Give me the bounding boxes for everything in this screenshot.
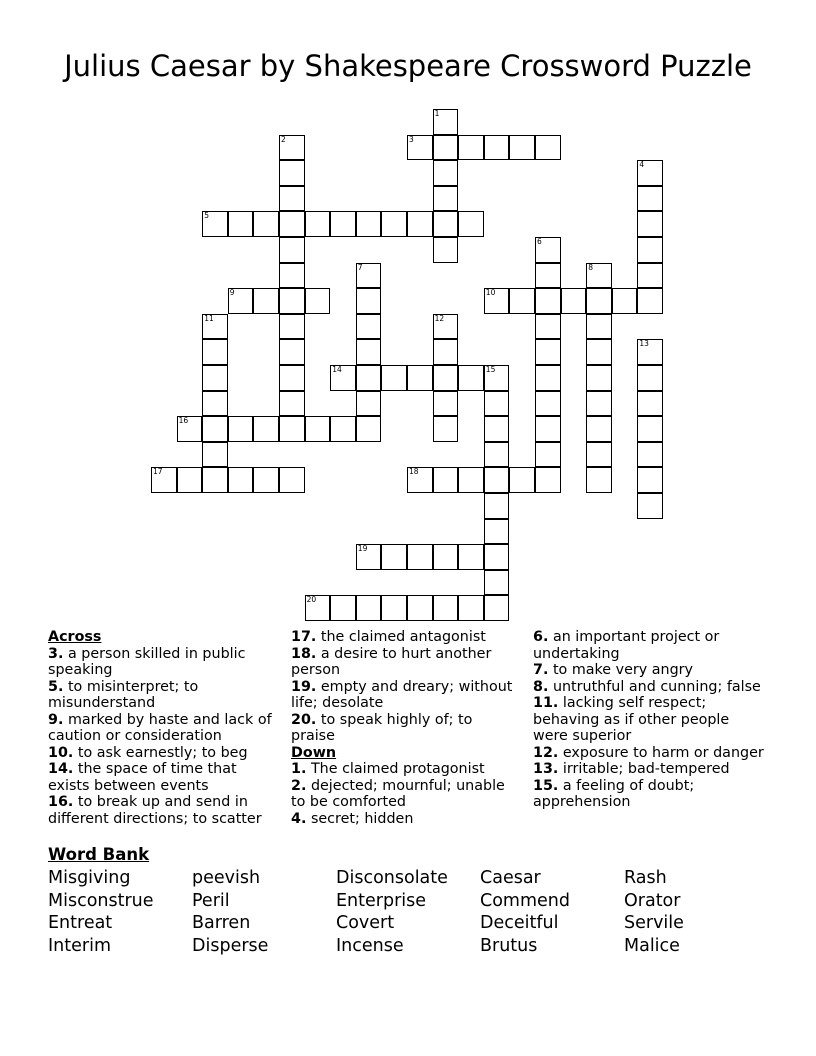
grid-cell[interactable] <box>279 339 305 365</box>
grid-cell[interactable] <box>407 211 433 237</box>
clue-text: The claimed protagonist <box>310 761 485 777</box>
word-bank-word: Commend <box>480 890 570 911</box>
grid-cell[interactable] <box>637 237 663 263</box>
clue-number: 15 <box>485 365 496 374</box>
clue-number: 7 <box>357 262 363 272</box>
clue <box>291 629 519 646</box>
grid-cell[interactable] <box>637 211 663 237</box>
grid-cell[interactable] <box>535 288 561 314</box>
grid-cell[interactable] <box>586 391 612 417</box>
clue-number-label: 13. <box>533 761 559 777</box>
grid-cell[interactable] <box>586 467 612 493</box>
grid-cell[interactable] <box>356 416 382 442</box>
clue-number: 1 <box>434 109 440 118</box>
grid-cell[interactable] <box>637 263 663 289</box>
grid-cell[interactable] <box>586 416 612 442</box>
clue-text: to misinterpret; to misunderstand <box>48 678 199 711</box>
clue-number-label: 5. <box>48 678 64 695</box>
grid-cell[interactable] <box>458 135 484 161</box>
clue-number-label: 3. <box>48 645 64 662</box>
grid-cell[interactable] <box>356 595 382 621</box>
clue-number-label: 18. <box>291 645 317 662</box>
grid-cell[interactable] <box>381 211 407 237</box>
grid-cell[interactable] <box>433 160 459 186</box>
clue-text: to speak highly of; to praise <box>291 711 473 744</box>
grid-cell[interactable] <box>356 211 382 237</box>
clue <box>291 712 519 745</box>
grid-cell[interactable] <box>356 391 382 417</box>
grid-cell[interactable] <box>279 314 305 340</box>
grid-cell[interactable] <box>407 544 433 570</box>
clue <box>291 646 519 679</box>
grid-cell[interactable] <box>433 237 459 263</box>
grid-cell[interactable] <box>612 288 638 314</box>
grid-cell[interactable] <box>637 467 663 493</box>
grid-cell[interactable] <box>433 391 459 417</box>
word-bank-word: Malice <box>624 936 680 957</box>
across-heading: Across <box>48 629 102 645</box>
word-bank-word: Servile <box>624 913 684 934</box>
grid-cell[interactable] <box>202 365 228 391</box>
clue-number: 18 <box>409 467 419 477</box>
clue <box>291 679 519 712</box>
word-bank-word: Rash <box>624 868 667 888</box>
word-bank-word: Interim <box>48 936 111 957</box>
grid-cell[interactable] <box>202 416 228 442</box>
page-title: Julius Caesar by Shakespeare Crossword Puzzle <box>64 49 752 83</box>
clue <box>291 778 519 811</box>
clue <box>533 761 767 778</box>
clue-number: 17 <box>153 467 163 477</box>
clues-column-1 <box>48 629 274 827</box>
clue-text: lacking self respect; behaving as if other people were superior <box>533 695 730 744</box>
clue-number: 3 <box>409 134 414 144</box>
clue-number-label: 16. <box>48 794 74 810</box>
grid-cell[interactable] <box>484 135 510 161</box>
clue <box>291 761 519 778</box>
word-bank-column <box>624 867 684 958</box>
grid-cell[interactable] <box>637 416 663 442</box>
clue-text: irritable; bad-tempered <box>562 761 730 777</box>
grid-cell[interactable] <box>433 186 459 212</box>
clue <box>48 679 274 712</box>
clue-number-label: 12. <box>533 744 559 761</box>
clue-number: 4 <box>639 160 645 170</box>
clue-text: to ask earnestly; to beg <box>77 744 248 761</box>
grid-cell[interactable] <box>637 186 663 212</box>
clue-number-label: 9. <box>48 711 64 728</box>
grid-cell[interactable] <box>356 288 382 314</box>
grid-cell[interactable] <box>228 467 254 493</box>
clue <box>291 811 519 828</box>
word-bank-word: Misgiving <box>48 868 131 888</box>
grid-cell[interactable] <box>586 288 612 314</box>
clue-number: 9 <box>229 288 235 298</box>
down-heading: Down <box>291 744 337 761</box>
grid-cell[interactable] <box>458 211 484 237</box>
grid-cell[interactable] <box>279 160 305 186</box>
grid-cell[interactable] <box>228 416 254 442</box>
grid-cell[interactable] <box>305 211 331 237</box>
grid-cell[interactable] <box>637 288 663 314</box>
grid-cell[interactable] <box>279 467 305 493</box>
grid-cell[interactable] <box>535 416 561 442</box>
grid-cell[interactable] <box>433 544 459 570</box>
word-bank-column <box>192 867 268 958</box>
grid-cell[interactable] <box>637 391 663 417</box>
grid-cell[interactable] <box>484 416 510 442</box>
grid-cell[interactable] <box>535 135 561 161</box>
grid-cell[interactable] <box>484 467 510 493</box>
grid-cell[interactable] <box>253 288 279 314</box>
grid-cell[interactable] <box>484 570 510 596</box>
clue-text: untruthful and cunning; false <box>552 678 761 695</box>
grid-cell[interactable] <box>509 467 535 493</box>
grid-cell[interactable] <box>535 365 561 391</box>
grid-cell[interactable] <box>202 339 228 365</box>
grid-cell[interactable] <box>305 416 331 442</box>
grid-cell[interactable] <box>279 237 305 263</box>
word-bank-word: Enterprise <box>336 890 427 911</box>
clue-number-label: 17. <box>291 629 317 645</box>
clue-number-label: 4. <box>291 810 307 827</box>
grid-cell[interactable] <box>535 442 561 468</box>
grid-cell[interactable] <box>279 186 305 212</box>
grid-cell[interactable] <box>586 314 612 340</box>
grid-cell[interactable] <box>484 544 510 570</box>
clue-text: secret; hidden <box>310 810 414 827</box>
clue-number: 19 <box>357 544 368 554</box>
grid-cell[interactable] <box>177 467 203 493</box>
clue-text: dejected; mournful; unable to be comforted <box>291 777 505 810</box>
clue-number: 2 <box>281 134 286 144</box>
grid-cell[interactable] <box>458 467 484 493</box>
grid-cell[interactable] <box>586 442 612 468</box>
grid-cell[interactable] <box>586 339 612 365</box>
grid-cell[interactable] <box>433 339 459 365</box>
clue-number: 5 <box>204 211 209 221</box>
grid-cell[interactable] <box>330 211 356 237</box>
word-bank-column <box>336 867 448 958</box>
grid-cell[interactable] <box>586 365 612 391</box>
clue-text: to make very angry <box>552 662 694 678</box>
clue-text: the claimed antagonist <box>320 629 486 645</box>
grid-cell[interactable] <box>330 595 356 621</box>
clue-number-label: 8. <box>533 678 549 695</box>
grid-cell[interactable] <box>356 314 382 340</box>
clue-text: to break up and send in different directions; to scatter <box>48 794 262 827</box>
clue <box>533 629 767 662</box>
word-bank-column <box>480 867 570 958</box>
clue <box>533 662 767 679</box>
word-bank-word: Disconsolate <box>336 868 448 888</box>
clue-text: empty and dreary; without life; desolate <box>291 678 513 711</box>
clue <box>48 794 274 827</box>
grid-cell[interactable] <box>458 365 484 391</box>
grid-cell[interactable] <box>433 467 459 493</box>
grid-cell[interactable] <box>381 544 407 570</box>
grid-cell[interactable] <box>637 493 663 519</box>
grid-cell[interactable] <box>484 493 510 519</box>
grid-cell[interactable] <box>356 339 382 365</box>
grid-cell[interactable] <box>433 135 459 161</box>
grid-cell[interactable] <box>279 263 305 289</box>
word-bank-word: Peril <box>192 890 230 911</box>
grid-cell[interactable] <box>253 211 279 237</box>
clues-column-3 <box>533 629 767 811</box>
clue-text: exposure to harm or danger <box>562 744 764 761</box>
clue <box>48 761 274 794</box>
clue <box>48 646 274 679</box>
word-bank-word: Barren <box>192 913 251 934</box>
clue-number: 16 <box>178 416 189 426</box>
clue <box>533 778 767 811</box>
grid-cell[interactable] <box>433 211 459 237</box>
clue-number-label: 20. <box>291 711 317 728</box>
clue <box>48 712 274 745</box>
clue-text: the space of time that exists between events <box>48 761 237 794</box>
grid-cell[interactable] <box>330 416 356 442</box>
grid-cell[interactable] <box>407 365 433 391</box>
grid-cell[interactable] <box>535 391 561 417</box>
clue-text: a feeling of doubt; apprehension <box>533 777 695 810</box>
grid-cell[interactable] <box>279 288 305 314</box>
clue-number: 11 <box>204 313 214 323</box>
grid-cell[interactable] <box>279 416 305 442</box>
grid-cell[interactable] <box>484 595 510 621</box>
clues-column-2 <box>291 629 519 827</box>
grid-cell[interactable] <box>535 339 561 365</box>
clue-text: marked by haste and lack of caution or consideration <box>48 711 272 744</box>
clue-text: a desire to hurt another person <box>291 645 492 678</box>
clue-text: an important project or undertaking <box>533 629 720 662</box>
grid-cell[interactable] <box>279 365 305 391</box>
word-bank-title: Word Bank <box>48 845 150 864</box>
grid-cell[interactable] <box>637 442 663 468</box>
clue <box>533 745 767 762</box>
grid-cell[interactable] <box>484 391 510 417</box>
clue-number-label: 1. <box>291 761 307 777</box>
word-bank-word: Brutus <box>480 936 538 957</box>
clue-number: 14 <box>332 365 342 374</box>
clue-number: 20 <box>306 595 317 605</box>
clue-number-label: 15. <box>533 777 559 794</box>
word-bank-column <box>48 867 154 958</box>
word-bank-word: Orator <box>624 890 681 911</box>
word-bank-word: Deceitful <box>480 913 559 934</box>
word-bank-word: Misconstrue <box>48 890 154 911</box>
grid-cell[interactable] <box>484 442 510 468</box>
clue-number-label: 10. <box>48 744 74 761</box>
grid-cell[interactable] <box>561 288 587 314</box>
grid-cell[interactable] <box>509 288 535 314</box>
grid-cell[interactable] <box>305 288 331 314</box>
word-bank-word: Caesar <box>480 868 541 888</box>
grid-cell[interactable] <box>279 391 305 417</box>
clue-number: 12 <box>434 313 445 323</box>
grid-cell[interactable] <box>228 211 254 237</box>
grid-cell[interactable] <box>458 544 484 570</box>
word-bank-word: Disperse <box>192 936 269 957</box>
word-bank-word: Entreat <box>48 913 113 934</box>
grid-cell[interactable] <box>356 365 382 391</box>
clue-number: 6 <box>537 237 542 246</box>
clue-number-label: 14. <box>48 761 74 777</box>
grid-cell[interactable] <box>433 365 459 391</box>
grid-cell[interactable] <box>484 519 510 545</box>
grid-cell[interactable] <box>433 595 459 621</box>
clue-text: a person skilled in public speaking <box>48 645 246 678</box>
grid-cell[interactable] <box>637 365 663 391</box>
grid-cell[interactable] <box>407 595 433 621</box>
grid-cell[interactable] <box>535 263 561 289</box>
grid-cell[interactable] <box>202 391 228 417</box>
grid-cell[interactable] <box>202 442 228 468</box>
clue-number: 13 <box>639 339 649 349</box>
clue-number-label: 2. <box>291 777 307 794</box>
clue-number-label: 19. <box>291 678 317 695</box>
grid-cell[interactable] <box>253 416 279 442</box>
grid-cell[interactable] <box>458 595 484 621</box>
grid-cell[interactable] <box>433 416 459 442</box>
grid-cell[interactable] <box>381 595 407 621</box>
grid-cell[interactable] <box>279 211 305 237</box>
word-bank-word: Covert <box>336 913 395 934</box>
grid-cell[interactable] <box>381 365 407 391</box>
clue-number-label: 11. <box>533 695 559 711</box>
clue-number: 8 <box>588 262 593 272</box>
clue-number: 10 <box>485 288 496 298</box>
grid-cell[interactable] <box>509 135 535 161</box>
clue <box>533 695 767 745</box>
clue <box>533 679 767 696</box>
grid-cell[interactable] <box>253 467 279 493</box>
clue <box>48 745 274 762</box>
word-bank-word: Incense <box>336 936 404 957</box>
grid-cell[interactable] <box>535 314 561 340</box>
clue-number-label: 7. <box>533 662 549 678</box>
word-bank-word: peevish <box>192 868 261 888</box>
grid-cell[interactable] <box>535 467 561 493</box>
clue-number-label: 6. <box>533 629 549 645</box>
grid-cell[interactable] <box>202 467 228 493</box>
